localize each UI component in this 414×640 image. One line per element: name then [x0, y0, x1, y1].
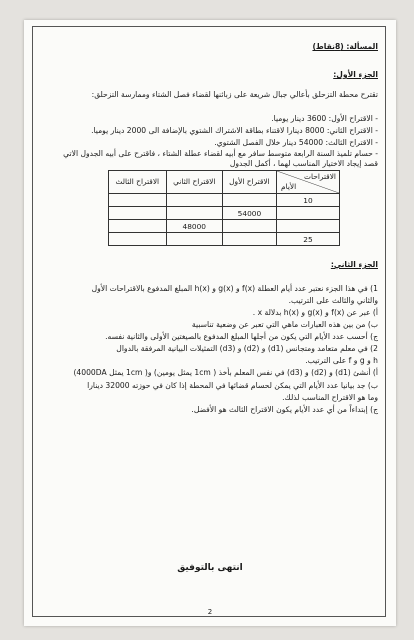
q1-line-2: والثاني والثالث على الترتيب. [288, 296, 378, 305]
days-cell: 25 [277, 233, 340, 246]
task-line-1: - حسام تلميذ السنة الرابعة متوسط سافر مع أبيه لقضاء عطلة الشتاء ، فاقترح على أبيه الجدول الاتي [63, 149, 378, 158]
table-row [109, 220, 340, 233]
value-cell: 54000 [222, 207, 276, 220]
offer-2: - الاقتراح الثاني: 8000 دينارا لاقتناء بطاقة الاشتراك الشتوي بالإضافة الى 2000 دينار يوميا. [91, 126, 378, 135]
q2-c: ج) إبتداءاً من أي عدد الأيام يكون الاقتراح الثالث هو الأفضل. [191, 405, 378, 414]
header-offer-3: الاقتراح الثالث [109, 171, 167, 194]
part2-title: الجزء الثاني: [330, 260, 378, 269]
value-cell: 48000 [166, 220, 222, 233]
q1-line-1: 1) في هذا الجزء نعتبر عدد أيام العطلة f(x) و g(x) و h(x) المبلغ المدفوع بالاقتراحات الأول [91, 284, 378, 293]
q1-a: أ) عبر عن f(x) و g(x) و h(x) بدلالة x . [252, 308, 378, 317]
problem-title: المسألة: (8نقاط) [312, 42, 378, 51]
value-cell [166, 194, 222, 207]
q1-c: ج) أحسب عدد الأيام التي يكون من أجلها المبلغ المدفوع بالصيغتين الأولى والثانية نفسه. [105, 332, 378, 341]
q2-line-1: 2) في معلم متعامد ومتجانس (d1) و (d2) و (d3) التمثيلات البيانية المرفقة بالدوال [116, 344, 378, 353]
table-row [109, 207, 340, 220]
days-cell [277, 207, 340, 220]
offer-3: - الاقتراح الثالث: 54000 دينار خلال الفصل الشتوي. [214, 138, 378, 147]
table-corner-cell [277, 171, 340, 194]
page-number: 2 [207, 608, 213, 616]
days-cell: 10 [277, 194, 340, 207]
offer-1: - الاقتراح الأول: 3600 دينار يوميا. [271, 114, 378, 123]
closing-text: انتهى بالتوفيق [177, 563, 243, 573]
value-cell [166, 233, 222, 246]
part1-intro: تقترح محطة التزحلق بأعالي جبال شريعة على زبائنها لقضاء فصل الشتاء وممارسة التزحلق: [91, 90, 378, 99]
task-line-2: قصد إيجاد الاختيار المناسب لهما ، أكمل الجدول [229, 159, 378, 168]
exam-page [24, 20, 396, 626]
table-row [109, 233, 340, 246]
value-cell [109, 220, 167, 233]
value-cell [222, 194, 276, 207]
q2-b-line-2: وما هو الاقتراح المناسب لذلك. [282, 393, 378, 402]
corner-label-days: الأيام [281, 182, 297, 191]
value-cell [109, 233, 167, 246]
header-offer-2: الاقتراح الثاني [166, 171, 222, 194]
table-header-row [109, 171, 340, 194]
proposal-table [108, 170, 340, 246]
q2-b-line-1: ب) جد بيانيا عدد الأيام التي يمكن لحسام قضائها في المحطة إذا كان في حوزته 32000 دينارا [87, 381, 378, 390]
q1-b: ب) من بين هذه العبارات ماهي التي تعبر عن وضعية تناسبية [191, 320, 378, 329]
value-cell [109, 207, 167, 220]
table-row [109, 194, 340, 207]
days-cell [277, 220, 340, 233]
q2-a: أ) أنشئ (d1) و (d2) و (d3) في نفس المعلم بأخذ ( 1cm يمثل يومين) و( 1cm يمثل 4000DA) [73, 368, 378, 377]
value-cell [109, 194, 167, 207]
value-cell [222, 233, 276, 246]
part1-title: الجزء الأول: [333, 70, 378, 79]
header-offer-1: الاقتراح الأول [222, 171, 276, 194]
q2-line-2: h و g و f على الترتيب. [305, 356, 378, 365]
value-cell [166, 207, 222, 220]
corner-label-proposals: الاقتراحات [304, 172, 336, 181]
value-cell [222, 220, 276, 233]
